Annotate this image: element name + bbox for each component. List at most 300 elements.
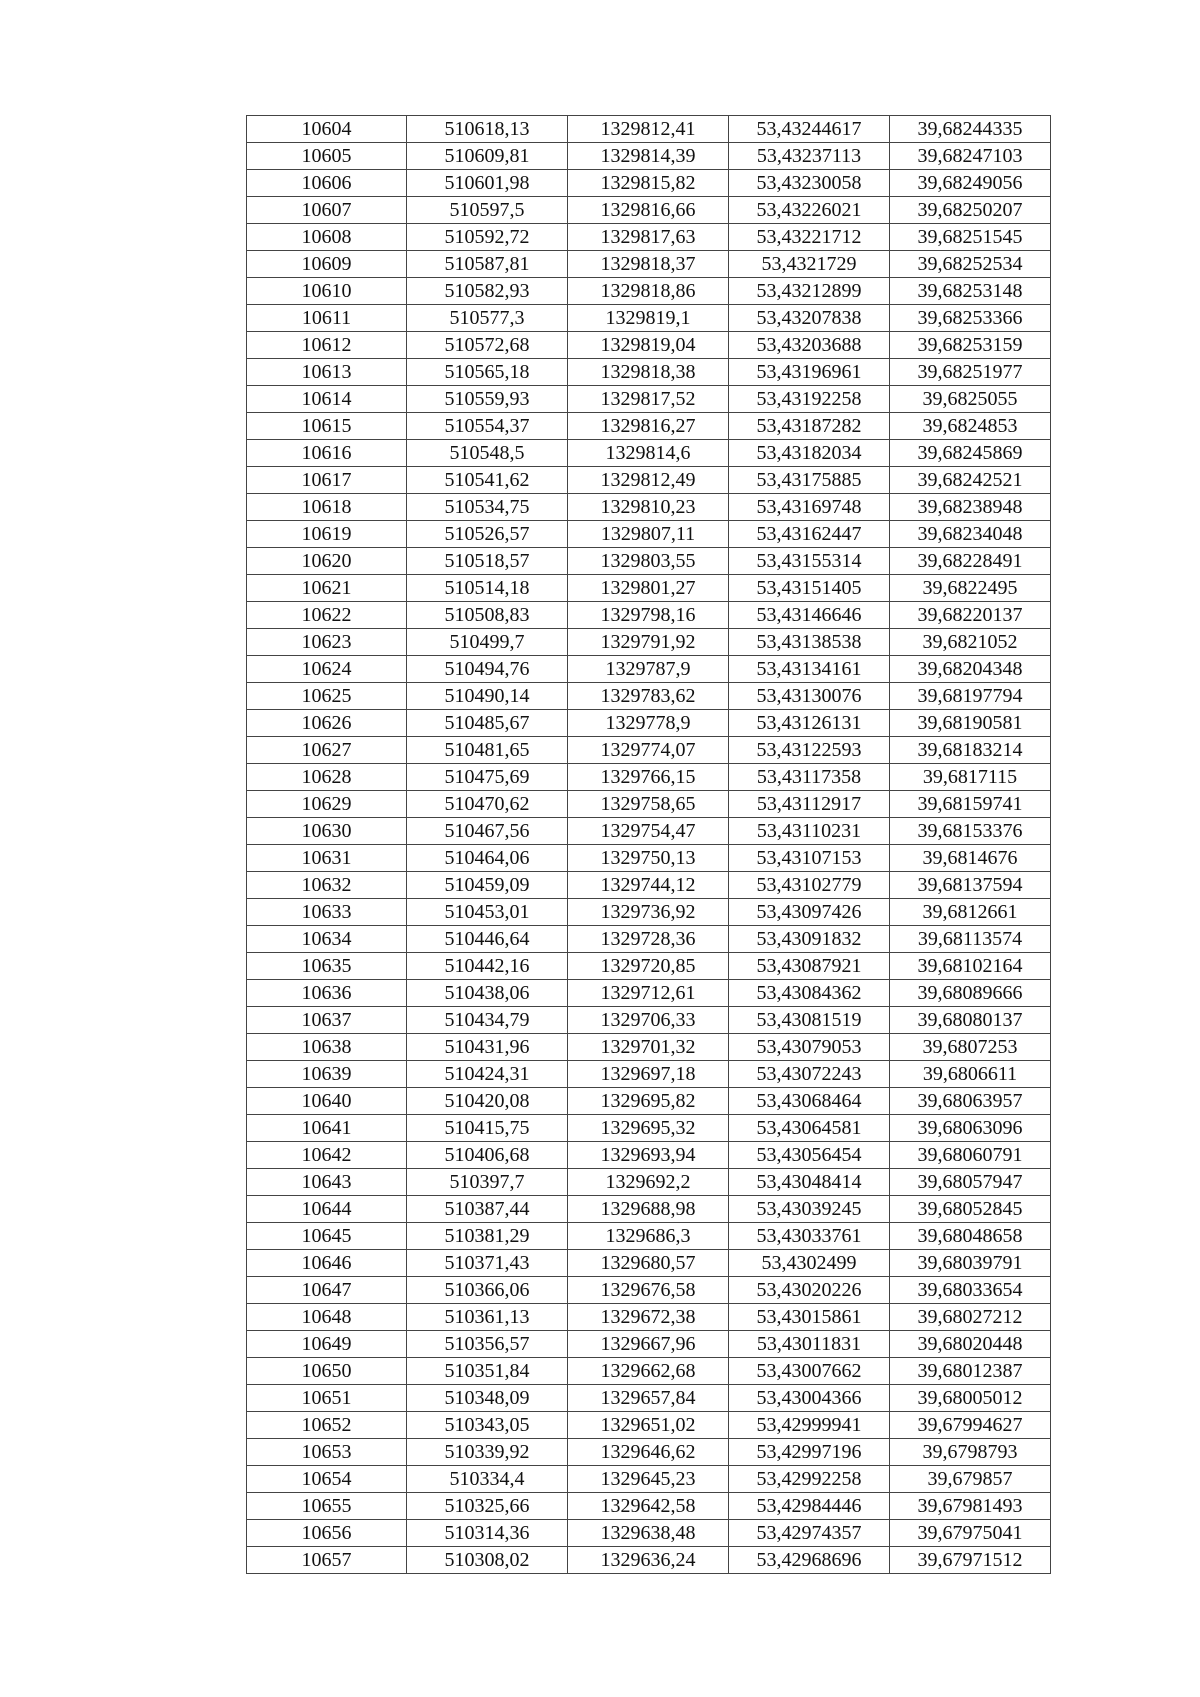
table-row <box>247 1250 1051 1277</box>
table-row <box>247 575 1051 602</box>
latitude-cell: 53,43081519 <box>729 1007 890 1034</box>
x-coordinate-cell: 510453,01 <box>407 899 568 926</box>
table-row <box>247 197 1051 224</box>
x-coordinate-cell: 510351,84 <box>407 1358 568 1385</box>
point-number-cell: 10638 <box>247 1034 407 1061</box>
table-row <box>247 1034 1051 1061</box>
longitude-cell: 39,68102164 <box>890 953 1051 980</box>
point-number-cell: 10653 <box>247 1439 407 1466</box>
longitude-cell: 39,68089666 <box>890 980 1051 1007</box>
y-coordinate-cell: 1329672,38 <box>568 1304 729 1331</box>
longitude-cell: 39,68220137 <box>890 602 1051 629</box>
table-row <box>247 548 1051 575</box>
table-row <box>247 386 1051 413</box>
y-coordinate-cell: 1329695,32 <box>568 1115 729 1142</box>
longitude-cell: 39,67981493 <box>890 1493 1051 1520</box>
y-coordinate-cell: 1329814,39 <box>568 143 729 170</box>
point-number-cell: 10632 <box>247 872 407 899</box>
longitude-cell: 39,6817115 <box>890 764 1051 791</box>
x-coordinate-cell: 510308,02 <box>407 1547 568 1574</box>
point-number-cell: 10635 <box>247 953 407 980</box>
point-number-cell: 10644 <box>247 1196 407 1223</box>
longitude-cell: 39,68057947 <box>890 1169 1051 1196</box>
x-coordinate-cell: 510361,13 <box>407 1304 568 1331</box>
x-coordinate-cell: 510387,44 <box>407 1196 568 1223</box>
x-coordinate-cell: 510438,06 <box>407 980 568 1007</box>
x-coordinate-cell: 510334,4 <box>407 1466 568 1493</box>
y-coordinate-cell: 1329810,23 <box>568 494 729 521</box>
point-number-cell: 10618 <box>247 494 407 521</box>
table-row <box>247 1142 1051 1169</box>
latitude-cell: 53,43230058 <box>729 170 890 197</box>
y-coordinate-cell: 1329638,48 <box>568 1520 729 1547</box>
table-row <box>247 899 1051 926</box>
longitude-cell: 39,67975041 <box>890 1520 1051 1547</box>
x-coordinate-cell: 510356,57 <box>407 1331 568 1358</box>
y-coordinate-cell: 1329812,49 <box>568 467 729 494</box>
latitude-cell: 53,43007662 <box>729 1358 890 1385</box>
longitude-cell: 39,68020448 <box>890 1331 1051 1358</box>
x-coordinate-cell: 510339,92 <box>407 1439 568 1466</box>
y-coordinate-cell: 1329801,27 <box>568 575 729 602</box>
latitude-cell: 53,43169748 <box>729 494 890 521</box>
x-coordinate-cell: 510554,37 <box>407 413 568 440</box>
y-coordinate-cell: 1329695,82 <box>568 1088 729 1115</box>
latitude-cell: 53,43138538 <box>729 629 890 656</box>
latitude-cell: 53,43244617 <box>729 116 890 143</box>
table-row <box>247 1493 1051 1520</box>
x-coordinate-cell: 510565,18 <box>407 359 568 386</box>
x-coordinate-cell: 510485,67 <box>407 710 568 737</box>
point-number-cell: 10650 <box>247 1358 407 1385</box>
point-number-cell: 10629 <box>247 791 407 818</box>
point-number-cell: 10637 <box>247 1007 407 1034</box>
table-row <box>247 710 1051 737</box>
latitude-cell: 53,43033761 <box>729 1223 890 1250</box>
x-coordinate-cell: 510381,29 <box>407 1223 568 1250</box>
point-number-cell: 10634 <box>247 926 407 953</box>
latitude-cell: 53,43011831 <box>729 1331 890 1358</box>
point-number-cell: 10607 <box>247 197 407 224</box>
longitude-cell: 39,68253159 <box>890 332 1051 359</box>
y-coordinate-cell: 1329766,15 <box>568 764 729 791</box>
latitude-cell: 53,43122593 <box>729 737 890 764</box>
y-coordinate-cell: 1329706,33 <box>568 1007 729 1034</box>
table-row <box>247 143 1051 170</box>
latitude-cell: 53,43097426 <box>729 899 890 926</box>
point-number-cell: 10617 <box>247 467 407 494</box>
x-coordinate-cell: 510481,65 <box>407 737 568 764</box>
point-number-cell: 10656 <box>247 1520 407 1547</box>
y-coordinate-cell: 1329817,63 <box>568 224 729 251</box>
latitude-cell: 53,42992258 <box>729 1466 890 1493</box>
longitude-cell: 39,68250207 <box>890 197 1051 224</box>
x-coordinate-cell: 510348,09 <box>407 1385 568 1412</box>
latitude-cell: 53,43110231 <box>729 818 890 845</box>
x-coordinate-cell: 510420,08 <box>407 1088 568 1115</box>
x-coordinate-cell: 510508,83 <box>407 602 568 629</box>
longitude-cell: 39,68251545 <box>890 224 1051 251</box>
point-number-cell: 10630 <box>247 818 407 845</box>
latitude-cell: 53,43102779 <box>729 872 890 899</box>
x-coordinate-cell: 510572,68 <box>407 332 568 359</box>
y-coordinate-cell: 1329657,84 <box>568 1385 729 1412</box>
point-number-cell: 10645 <box>247 1223 407 1250</box>
point-number-cell: 10627 <box>247 737 407 764</box>
point-number-cell: 10639 <box>247 1061 407 1088</box>
x-coordinate-cell: 510464,06 <box>407 845 568 872</box>
y-coordinate-cell: 1329807,11 <box>568 521 729 548</box>
y-coordinate-cell: 1329744,12 <box>568 872 729 899</box>
point-number-cell: 10657 <box>247 1547 407 1574</box>
point-number-cell: 10623 <box>247 629 407 656</box>
longitude-cell: 39,68245869 <box>890 440 1051 467</box>
point-number-cell: 10619 <box>247 521 407 548</box>
point-number-cell: 10615 <box>247 413 407 440</box>
longitude-cell: 39,68027212 <box>890 1304 1051 1331</box>
table-row <box>247 1169 1051 1196</box>
table-row <box>247 980 1051 1007</box>
y-coordinate-cell: 1329803,55 <box>568 548 729 575</box>
y-coordinate-cell: 1329818,86 <box>568 278 729 305</box>
table-row <box>247 1358 1051 1385</box>
longitude-cell: 39,68253366 <box>890 305 1051 332</box>
y-coordinate-cell: 1329662,68 <box>568 1358 729 1385</box>
longitude-cell: 39,68012387 <box>890 1358 1051 1385</box>
table-row <box>247 1196 1051 1223</box>
point-number-cell: 10633 <box>247 899 407 926</box>
point-number-cell: 10612 <box>247 332 407 359</box>
latitude-cell: 53,43134161 <box>729 656 890 683</box>
table-row <box>247 872 1051 899</box>
longitude-cell: 39,68251977 <box>890 359 1051 386</box>
table-row <box>247 332 1051 359</box>
point-number-cell: 10614 <box>247 386 407 413</box>
point-number-cell: 10643 <box>247 1169 407 1196</box>
y-coordinate-cell: 1329636,24 <box>568 1547 729 1574</box>
longitude-cell: 39,68190581 <box>890 710 1051 737</box>
latitude-cell: 53,43207838 <box>729 305 890 332</box>
latitude-cell: 53,43130076 <box>729 683 890 710</box>
y-coordinate-cell: 1329787,9 <box>568 656 729 683</box>
y-coordinate-cell: 1329697,18 <box>568 1061 729 1088</box>
y-coordinate-cell: 1329712,61 <box>568 980 729 1007</box>
y-coordinate-cell: 1329680,57 <box>568 1250 729 1277</box>
longitude-cell: 39,68153376 <box>890 818 1051 845</box>
latitude-cell: 53,43203688 <box>729 332 890 359</box>
latitude-cell: 53,43126131 <box>729 710 890 737</box>
x-coordinate-cell: 510343,05 <box>407 1412 568 1439</box>
table-row <box>247 1088 1051 1115</box>
longitude-cell: 39,6814676 <box>890 845 1051 872</box>
point-number-cell: 10605 <box>247 143 407 170</box>
latitude-cell: 53,43020226 <box>729 1277 890 1304</box>
y-coordinate-cell: 1329818,37 <box>568 251 729 278</box>
table-row <box>247 1412 1051 1439</box>
table-row <box>247 656 1051 683</box>
table-row <box>247 737 1051 764</box>
x-coordinate-cell: 510314,36 <box>407 1520 568 1547</box>
table-row <box>247 1115 1051 1142</box>
y-coordinate-cell: 1329645,23 <box>568 1466 729 1493</box>
y-coordinate-cell: 1329758,65 <box>568 791 729 818</box>
table-row <box>247 1520 1051 1547</box>
x-coordinate-cell: 510577,3 <box>407 305 568 332</box>
latitude-cell: 53,43112917 <box>729 791 890 818</box>
y-coordinate-cell: 1329693,94 <box>568 1142 729 1169</box>
point-number-cell: 10646 <box>247 1250 407 1277</box>
latitude-cell: 53,42984446 <box>729 1493 890 1520</box>
longitude-cell: 39,68063096 <box>890 1115 1051 1142</box>
point-number-cell: 10640 <box>247 1088 407 1115</box>
x-coordinate-cell: 510499,7 <box>407 629 568 656</box>
latitude-cell: 53,43091832 <box>729 926 890 953</box>
y-coordinate-cell: 1329676,58 <box>568 1277 729 1304</box>
table-row <box>247 1007 1051 1034</box>
point-number-cell: 10647 <box>247 1277 407 1304</box>
longitude-cell: 39,6798793 <box>890 1439 1051 1466</box>
x-coordinate-cell: 510587,81 <box>407 251 568 278</box>
longitude-cell: 39,68238948 <box>890 494 1051 521</box>
x-coordinate-cell: 510597,5 <box>407 197 568 224</box>
point-number-cell: 10616 <box>247 440 407 467</box>
table-row <box>247 467 1051 494</box>
table-row <box>247 278 1051 305</box>
x-coordinate-cell: 510325,66 <box>407 1493 568 1520</box>
y-coordinate-cell: 1329816,66 <box>568 197 729 224</box>
x-coordinate-cell: 510548,5 <box>407 440 568 467</box>
table-row <box>247 1385 1051 1412</box>
y-coordinate-cell: 1329667,96 <box>568 1331 729 1358</box>
latitude-cell: 53,43212899 <box>729 278 890 305</box>
latitude-cell: 53,43056454 <box>729 1142 890 1169</box>
point-number-cell: 10613 <box>247 359 407 386</box>
y-coordinate-cell: 1329701,32 <box>568 1034 729 1061</box>
point-number-cell: 10641 <box>247 1115 407 1142</box>
latitude-cell: 53,43182034 <box>729 440 890 467</box>
table-row <box>247 683 1051 710</box>
y-coordinate-cell: 1329736,92 <box>568 899 729 926</box>
longitude-cell: 39,68253148 <box>890 278 1051 305</box>
table-row <box>247 1331 1051 1358</box>
y-coordinate-cell: 1329754,47 <box>568 818 729 845</box>
x-coordinate-cell: 510470,62 <box>407 791 568 818</box>
point-number-cell: 10611 <box>247 305 407 332</box>
y-coordinate-cell: 1329819,04 <box>568 332 729 359</box>
point-number-cell: 10624 <box>247 656 407 683</box>
point-number-cell: 10604 <box>247 116 407 143</box>
x-coordinate-cell: 510415,75 <box>407 1115 568 1142</box>
table-row <box>247 1466 1051 1493</box>
longitude-cell: 39,67971512 <box>890 1547 1051 1574</box>
longitude-cell: 39,68228491 <box>890 548 1051 575</box>
longitude-cell: 39,68060791 <box>890 1142 1051 1169</box>
latitude-cell: 53,43196961 <box>729 359 890 386</box>
x-coordinate-cell: 510601,98 <box>407 170 568 197</box>
table-row <box>247 791 1051 818</box>
longitude-cell: 39,68137594 <box>890 872 1051 899</box>
table-row <box>247 629 1051 656</box>
y-coordinate-cell: 1329783,62 <box>568 683 729 710</box>
latitude-cell: 53,42968696 <box>729 1547 890 1574</box>
y-coordinate-cell: 1329774,07 <box>568 737 729 764</box>
y-coordinate-cell: 1329817,52 <box>568 386 729 413</box>
longitude-cell: 39,68080137 <box>890 1007 1051 1034</box>
y-coordinate-cell: 1329812,41 <box>568 116 729 143</box>
latitude-cell: 53,43087921 <box>729 953 890 980</box>
table-row <box>247 359 1051 386</box>
y-coordinate-cell: 1329642,58 <box>568 1493 729 1520</box>
longitude-cell: 39,679857 <box>890 1466 1051 1493</box>
longitude-cell: 39,68197794 <box>890 683 1051 710</box>
latitude-cell: 53,4321729 <box>729 251 890 278</box>
coordinates-table-body <box>247 116 1051 1574</box>
table-row <box>247 413 1051 440</box>
y-coordinate-cell: 1329646,62 <box>568 1439 729 1466</box>
point-number-cell: 10606 <box>247 170 407 197</box>
table-row <box>247 440 1051 467</box>
point-number-cell: 10621 <box>247 575 407 602</box>
longitude-cell: 39,68234048 <box>890 521 1051 548</box>
y-coordinate-cell: 1329688,98 <box>568 1196 729 1223</box>
point-number-cell: 10626 <box>247 710 407 737</box>
latitude-cell: 53,43117358 <box>729 764 890 791</box>
latitude-cell: 53,43064581 <box>729 1115 890 1142</box>
longitude-cell: 39,67994627 <box>890 1412 1051 1439</box>
latitude-cell: 53,43175885 <box>729 467 890 494</box>
longitude-cell: 39,6821052 <box>890 629 1051 656</box>
x-coordinate-cell: 510490,14 <box>407 683 568 710</box>
point-number-cell: 10648 <box>247 1304 407 1331</box>
x-coordinate-cell: 510459,09 <box>407 872 568 899</box>
latitude-cell: 53,43151405 <box>729 575 890 602</box>
longitude-cell: 39,68252534 <box>890 251 1051 278</box>
x-coordinate-cell: 510559,93 <box>407 386 568 413</box>
latitude-cell: 53,42997196 <box>729 1439 890 1466</box>
table-row <box>247 251 1051 278</box>
latitude-cell: 53,43146646 <box>729 602 890 629</box>
table-row <box>247 818 1051 845</box>
longitude-cell: 39,68039791 <box>890 1250 1051 1277</box>
x-coordinate-cell: 510534,75 <box>407 494 568 521</box>
point-number-cell: 10610 <box>247 278 407 305</box>
x-coordinate-cell: 510541,62 <box>407 467 568 494</box>
table-row <box>247 926 1051 953</box>
longitude-cell: 39,68005012 <box>890 1385 1051 1412</box>
table-row <box>247 1061 1051 1088</box>
latitude-cell: 53,43039245 <box>729 1196 890 1223</box>
y-coordinate-cell: 1329815,82 <box>568 170 729 197</box>
x-coordinate-cell: 510371,43 <box>407 1250 568 1277</box>
table-row <box>247 170 1051 197</box>
point-number-cell: 10642 <box>247 1142 407 1169</box>
y-coordinate-cell: 1329798,16 <box>568 602 729 629</box>
latitude-cell: 53,42999941 <box>729 1412 890 1439</box>
point-number-cell: 10609 <box>247 251 407 278</box>
y-coordinate-cell: 1329728,36 <box>568 926 729 953</box>
x-coordinate-cell: 510592,72 <box>407 224 568 251</box>
longitude-cell: 39,68113574 <box>890 926 1051 953</box>
y-coordinate-cell: 1329750,13 <box>568 845 729 872</box>
point-number-cell: 10652 <box>247 1412 407 1439</box>
latitude-cell: 53,43015861 <box>729 1304 890 1331</box>
table-row <box>247 116 1051 143</box>
y-coordinate-cell: 1329720,85 <box>568 953 729 980</box>
longitude-cell: 39,6822495 <box>890 575 1051 602</box>
table-row <box>247 1439 1051 1466</box>
latitude-cell: 53,43004366 <box>729 1385 890 1412</box>
latitude-cell: 53,43226021 <box>729 197 890 224</box>
longitude-cell: 39,68244335 <box>890 116 1051 143</box>
x-coordinate-cell: 510366,06 <box>407 1277 568 1304</box>
y-coordinate-cell: 1329692,2 <box>568 1169 729 1196</box>
longitude-cell: 39,68033654 <box>890 1277 1051 1304</box>
point-number-cell: 10655 <box>247 1493 407 1520</box>
x-coordinate-cell: 510434,79 <box>407 1007 568 1034</box>
y-coordinate-cell: 1329816,27 <box>568 413 729 440</box>
latitude-cell: 53,43162447 <box>729 521 890 548</box>
longitude-cell: 39,68183214 <box>890 737 1051 764</box>
x-coordinate-cell: 510397,7 <box>407 1169 568 1196</box>
x-coordinate-cell: 510526,57 <box>407 521 568 548</box>
table-row <box>247 1547 1051 1574</box>
longitude-cell: 39,6807253 <box>890 1034 1051 1061</box>
table-row <box>247 1304 1051 1331</box>
longitude-cell: 39,6812661 <box>890 899 1051 926</box>
x-coordinate-cell: 510431,96 <box>407 1034 568 1061</box>
point-number-cell: 10651 <box>247 1385 407 1412</box>
point-number-cell: 10649 <box>247 1331 407 1358</box>
x-coordinate-cell: 510424,31 <box>407 1061 568 1088</box>
point-number-cell: 10654 <box>247 1466 407 1493</box>
x-coordinate-cell: 510442,16 <box>407 953 568 980</box>
longitude-cell: 39,68249056 <box>890 170 1051 197</box>
x-coordinate-cell: 510494,76 <box>407 656 568 683</box>
point-number-cell: 10631 <box>247 845 407 872</box>
y-coordinate-cell: 1329686,3 <box>568 1223 729 1250</box>
point-number-cell: 10620 <box>247 548 407 575</box>
latitude-cell: 53,43084362 <box>729 980 890 1007</box>
latitude-cell: 53,43048414 <box>729 1169 890 1196</box>
table-row <box>247 521 1051 548</box>
y-coordinate-cell: 1329651,02 <box>568 1412 729 1439</box>
y-coordinate-cell: 1329814,6 <box>568 440 729 467</box>
y-coordinate-cell: 1329791,92 <box>568 629 729 656</box>
x-coordinate-cell: 510467,56 <box>407 818 568 845</box>
x-coordinate-cell: 510446,64 <box>407 926 568 953</box>
latitude-cell: 53,4302499 <box>729 1250 890 1277</box>
longitude-cell: 39,68242521 <box>890 467 1051 494</box>
longitude-cell: 39,6824853 <box>890 413 1051 440</box>
table-row <box>247 305 1051 332</box>
latitude-cell: 53,43192258 <box>729 386 890 413</box>
x-coordinate-cell: 510406,68 <box>407 1142 568 1169</box>
latitude-cell: 53,43155314 <box>729 548 890 575</box>
coordinates-table <box>246 115 1051 1574</box>
x-coordinate-cell: 510518,57 <box>407 548 568 575</box>
longitude-cell: 39,68063957 <box>890 1088 1051 1115</box>
longitude-cell: 39,68204348 <box>890 656 1051 683</box>
point-number-cell: 10608 <box>247 224 407 251</box>
point-number-cell: 10636 <box>247 980 407 1007</box>
table-row <box>247 602 1051 629</box>
table-row <box>247 953 1051 980</box>
table-row <box>247 764 1051 791</box>
x-coordinate-cell: 510475,69 <box>407 764 568 791</box>
point-number-cell: 10622 <box>247 602 407 629</box>
longitude-cell: 39,6825055 <box>890 386 1051 413</box>
longitude-cell: 39,6806611 <box>890 1061 1051 1088</box>
